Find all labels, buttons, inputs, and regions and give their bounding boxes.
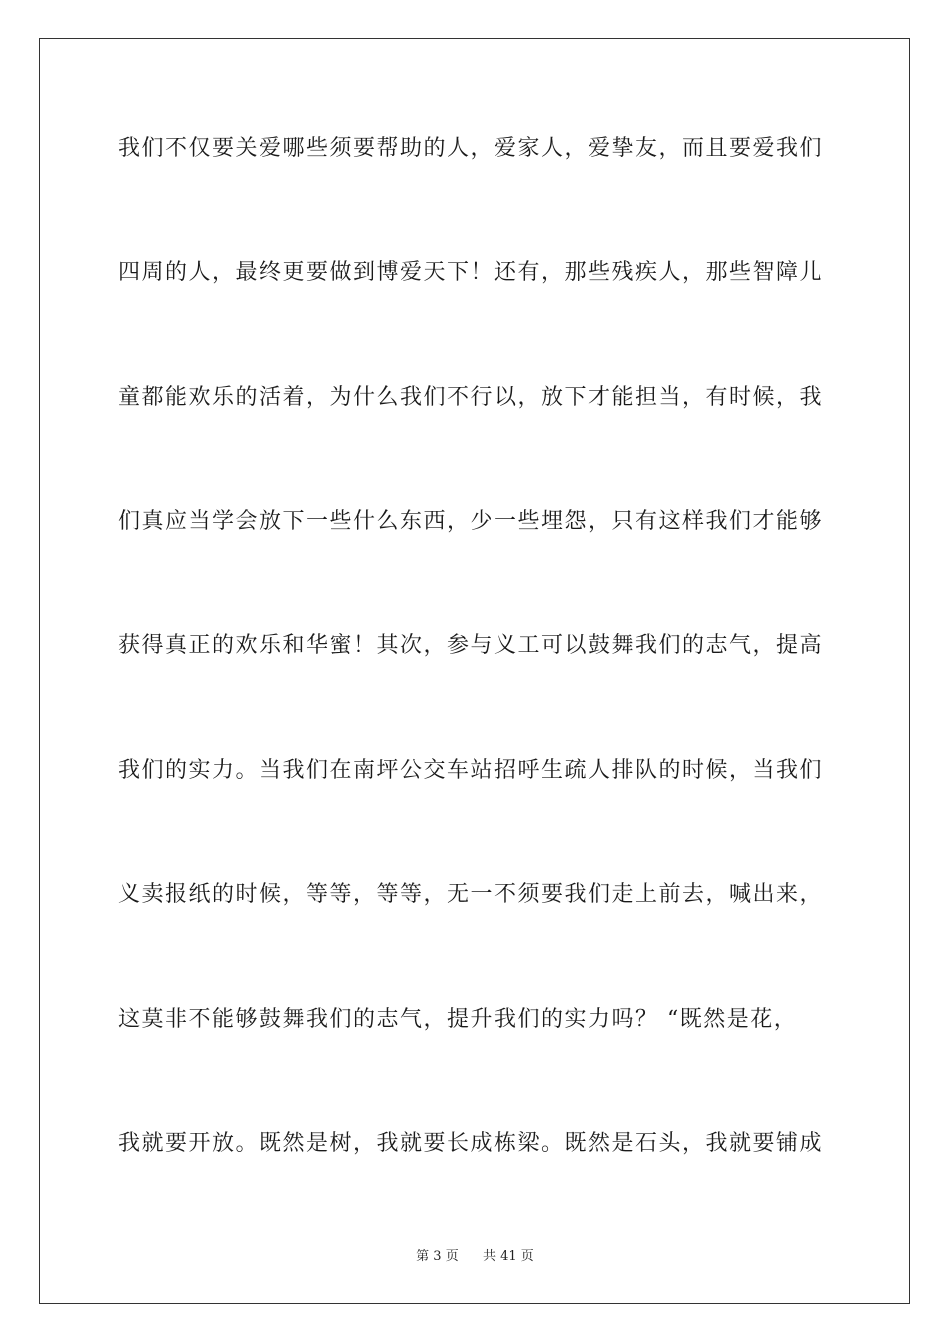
body-text-line-5: 获得真正的欢乐和华蜜！其次，参与义工可以鼓舞我们的志气，提高 — [118, 633, 824, 658]
body-text-line-2: 四周的人，最终更要做到博爱天下！还有，那些残疾人，那些智障儿 — [118, 260, 824, 285]
page-footer — [0, 1248, 950, 1266]
body-text-line-1: 我们不仅要关爱哪些须要帮助的人，爱家人，爱挚友，而且要爱我们 — [118, 136, 824, 161]
body-text-line-6: 我们的实力。当我们在南坪公交车站招呼生疏人排队的时候，当我们 — [118, 758, 824, 783]
body-text-line-3: 童都能欢乐的活着，为什么我们不行以，放下才能担当，有时候，我 — [118, 385, 824, 410]
body-text-line-7: 义卖报纸的时候，等等，等等，无一不须要我们走上前去，喊出来， — [118, 882, 824, 907]
body-text-line-4: 们真应当学会放下一些什么东西，少一些埋怨，只有这样我们才能够 — [118, 509, 824, 534]
page-number: 第 3 页 — [416, 1249, 459, 1264]
body-text-line-9: 我就要开放。既然是树，我就要长成栋梁。既然是石头，我就要铺成 — [118, 1131, 824, 1156]
body-text-line-8: 这莫非不能够鼓舞我们的志气，提升我们的实力吗？ “既然是花， — [118, 1007, 798, 1032]
page-border — [39, 38, 910, 1304]
page-total: 共 41 页 — [483, 1249, 534, 1264]
